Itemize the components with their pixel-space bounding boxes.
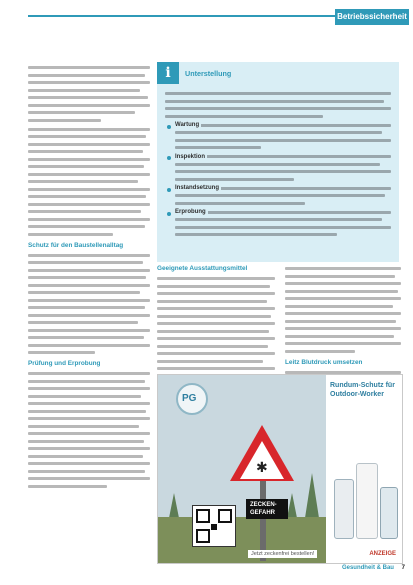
paragraph [28, 372, 150, 488]
page-footer [342, 565, 405, 571]
paragraph [28, 128, 150, 236]
paragraph [285, 267, 401, 353]
header-rule [28, 15, 377, 17]
ad-footer-text: Jetzt zeckenfrei bestellen! [248, 550, 317, 558]
bullet-item [165, 155, 391, 181]
info-box [157, 62, 399, 262]
bullet-label: Wartung [175, 122, 200, 128]
subheading: Geeignete Ausstattungsmittel [157, 265, 248, 272]
ad-logo: PG [182, 393, 197, 404]
subheading: Prüfung und Erprobung [28, 360, 101, 367]
ad-headline: Rundum-Schutz für Outdoor-Worker [330, 382, 395, 398]
lotion-bottle [380, 487, 398, 539]
subheading: Leitz Blutdruck umsetzen [285, 358, 363, 366]
spray-bottle [334, 479, 354, 539]
bullet-item [165, 187, 391, 205]
bullet-label: Inspektion [175, 153, 206, 160]
bullet-label: Instandsetzung [175, 185, 220, 191]
advertisement[interactable] [157, 374, 403, 564]
ad-corner-label: ANZEIGE [369, 551, 396, 557]
paragraph [28, 66, 150, 122]
bullet-label: Erprobung [175, 209, 206, 215]
ad-product-panel [326, 375, 402, 563]
subheading: Schutz für den Baustellenalltag [28, 241, 124, 249]
sign-label: ZECKEN-GEFAHR [246, 499, 288, 519]
info-box-body [165, 92, 391, 241]
section-tag: Betriebssicherheit [335, 9, 409, 25]
sign-post [260, 481, 266, 561]
info-icon: i [157, 62, 179, 84]
tick-icon: ✱ [256, 459, 268, 475]
info-box-title: Unterstellung [185, 69, 232, 78]
ad-photo [158, 375, 326, 563]
paragraph [28, 254, 150, 355]
page-number: 7 [401, 565, 405, 571]
qr-code-icon[interactable] [192, 505, 236, 547]
left-column [28, 66, 150, 494]
bullet-item [165, 124, 391, 150]
spray-bottle [356, 463, 378, 539]
journal-name: Gesundheit & Bau [341, 565, 394, 571]
bullet-item [165, 211, 391, 237]
